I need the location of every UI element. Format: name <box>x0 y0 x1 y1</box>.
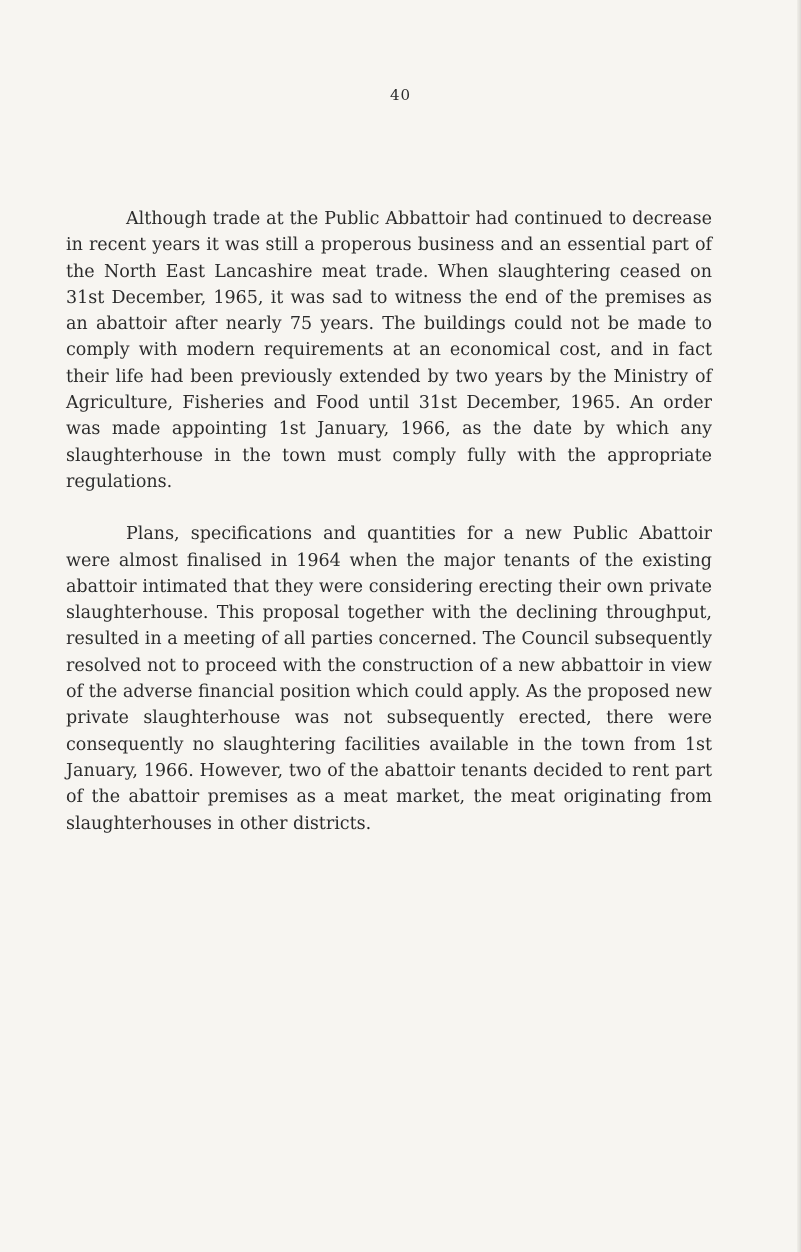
body-text <box>66 206 712 837</box>
paragraph-abattoir-closure: Although trade at the Public Abbattoir had continued to decrease in recent years it was still a properous business and an essential part of the North East Lancashire meat trade. When slaughtering ceased on 31st December, 1965, it was sad to witness the end of the premises as an abattoir after nearly 75 years. The buildings could not be made to comply with modern requirements at an economical cost, and in fact their life had been previously extended by two years by the Ministry of Agriculture, Fisheries and Food until 31st December, 1965. An order was made appointing 1st January, 1966, as the date by which any slaughterhouse in the town must comply fully with the appropriate regulations. <box>66 209 712 492</box>
page-number: 40 <box>389 86 412 104</box>
page-edge-shadow <box>797 0 801 1252</box>
paragraph-new-abattoir-plans: Plans, specifications and quantities for a new Public Abattoir were almost finalised in 1964 when the major tenants of the existing abattoir intimated that they were considering erecting their own private slaughterhouse. This proposal together with the declining throughput, resulted in a meeting of all parties concerned. The Council subsequently resolved not to proceed with the construction of a new abbattoir in view of the adverse financial position which could apply. As the proposed new private slaughterhouse was not subsequently erected, there were consequently no slaughtering facilities available in the town from 1st January, 1966. However, two of the abattoir tenants decided to rent part of the abattoir premises as a meat market, the meat originating from slaughterhouses in other districts. <box>66 524 712 834</box>
